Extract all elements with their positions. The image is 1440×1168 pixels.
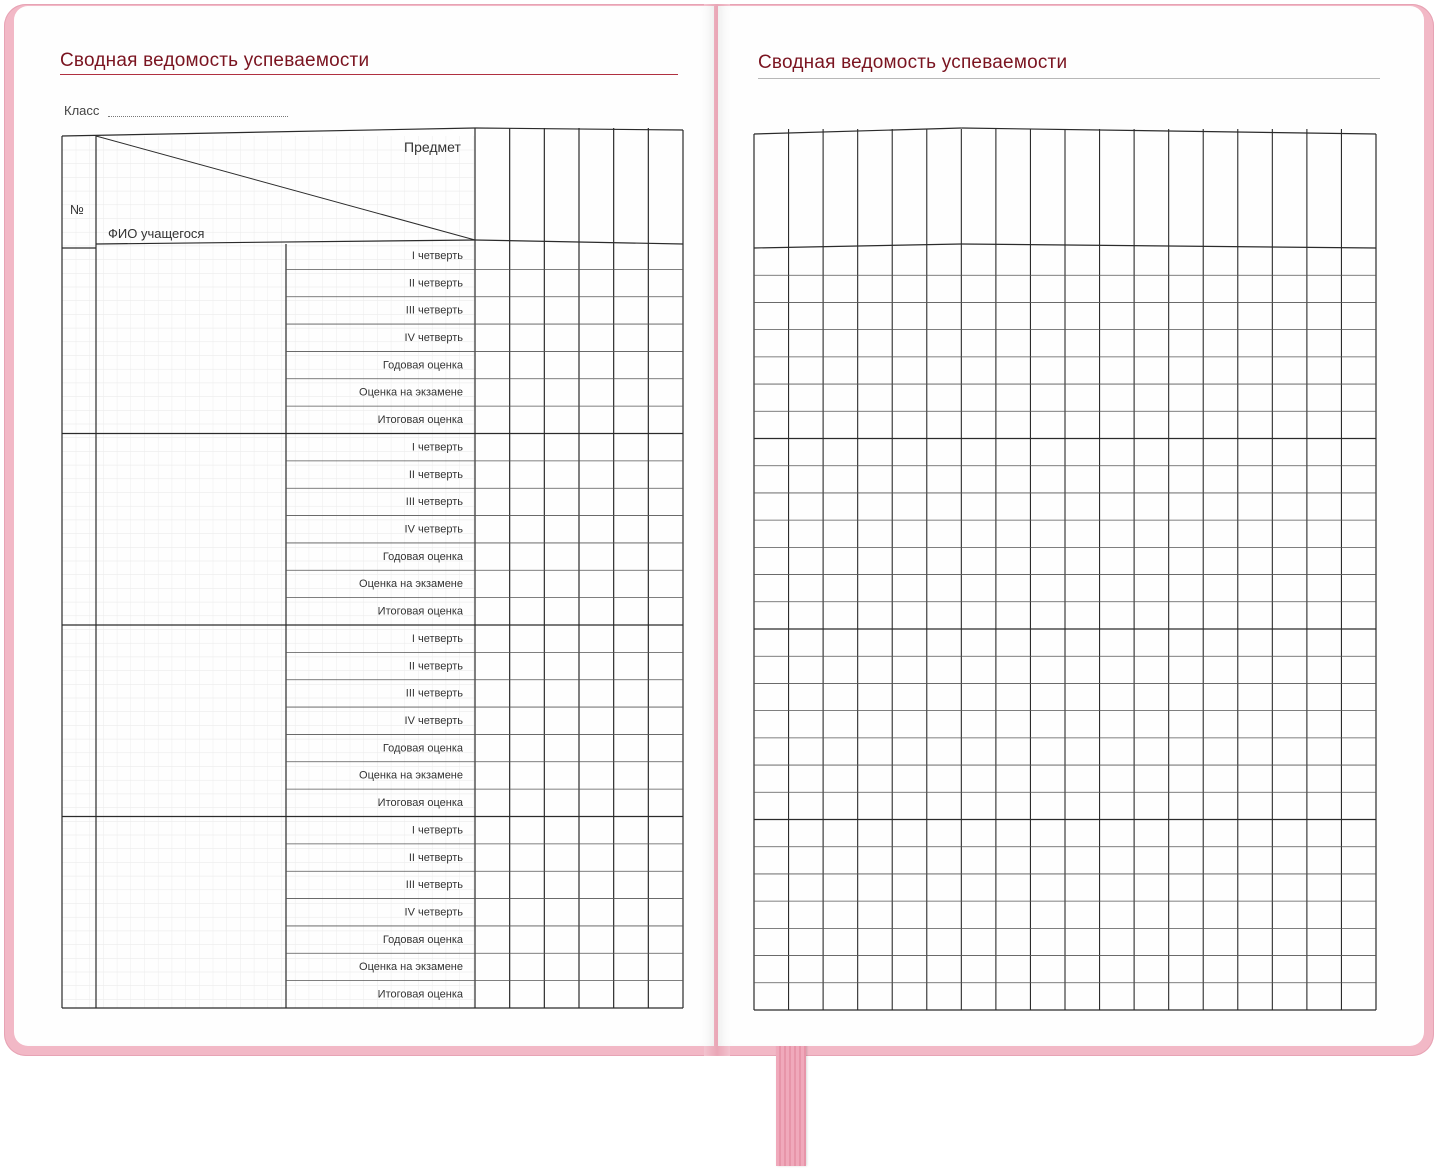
grade-row-label: Оценка на экзамене: [359, 769, 463, 782]
grade-row-label: II четверть: [408, 660, 463, 673]
grade-row-label: III четверть: [405, 304, 463, 317]
grade-row-label: Оценка на экзамене: [359, 961, 463, 974]
grade-row-label: III четверть: [405, 879, 463, 892]
grade-row-label: I четверть: [411, 249, 463, 262]
grade-row-label: III четверть: [405, 687, 463, 700]
grade-row-label: Итоговая оценка: [377, 605, 463, 618]
grade-row-label: III четверть: [405, 496, 463, 509]
right-page-title: Сводная ведомость успеваемости: [758, 52, 1068, 73]
grade-row-label: I четверть: [411, 632, 463, 645]
grade-row-label: Итоговая оценка: [377, 988, 463, 1001]
grade-row-label: Оценка на экзамене: [359, 386, 463, 399]
grade-row-label: IV четверть: [404, 906, 463, 919]
grade-row-label: IV четверть: [404, 523, 463, 536]
left-page-title: Сводная ведомость успеваемости: [60, 50, 370, 71]
grade-row-label: Годовая оценка: [382, 359, 463, 372]
grade-row-label: II четверть: [408, 851, 463, 864]
grade-row-label: IV четверть: [404, 715, 463, 728]
header-student: ФИО учащегося: [108, 226, 205, 241]
grade-row-label: II четверть: [408, 277, 463, 290]
class-label: Класс: [64, 103, 100, 118]
grade-row-label: Итоговая оценка: [377, 414, 463, 427]
grade-row-label: Оценка на экзамене: [359, 578, 463, 591]
header-subject: Предмет: [404, 139, 461, 155]
grade-row-label: I четверть: [411, 824, 463, 837]
grade-row-label: Годовая оценка: [382, 550, 463, 563]
grade-row-label: Итоговая оценка: [377, 797, 463, 810]
grade-row-label: Годовая оценка: [382, 933, 463, 946]
grade-row-label: II четверть: [408, 468, 463, 481]
grade-row-label: IV четверть: [404, 332, 463, 345]
grade-row-label: Годовая оценка: [382, 742, 463, 755]
header-number: №: [70, 202, 84, 217]
grade-row-label: I четверть: [411, 441, 463, 454]
